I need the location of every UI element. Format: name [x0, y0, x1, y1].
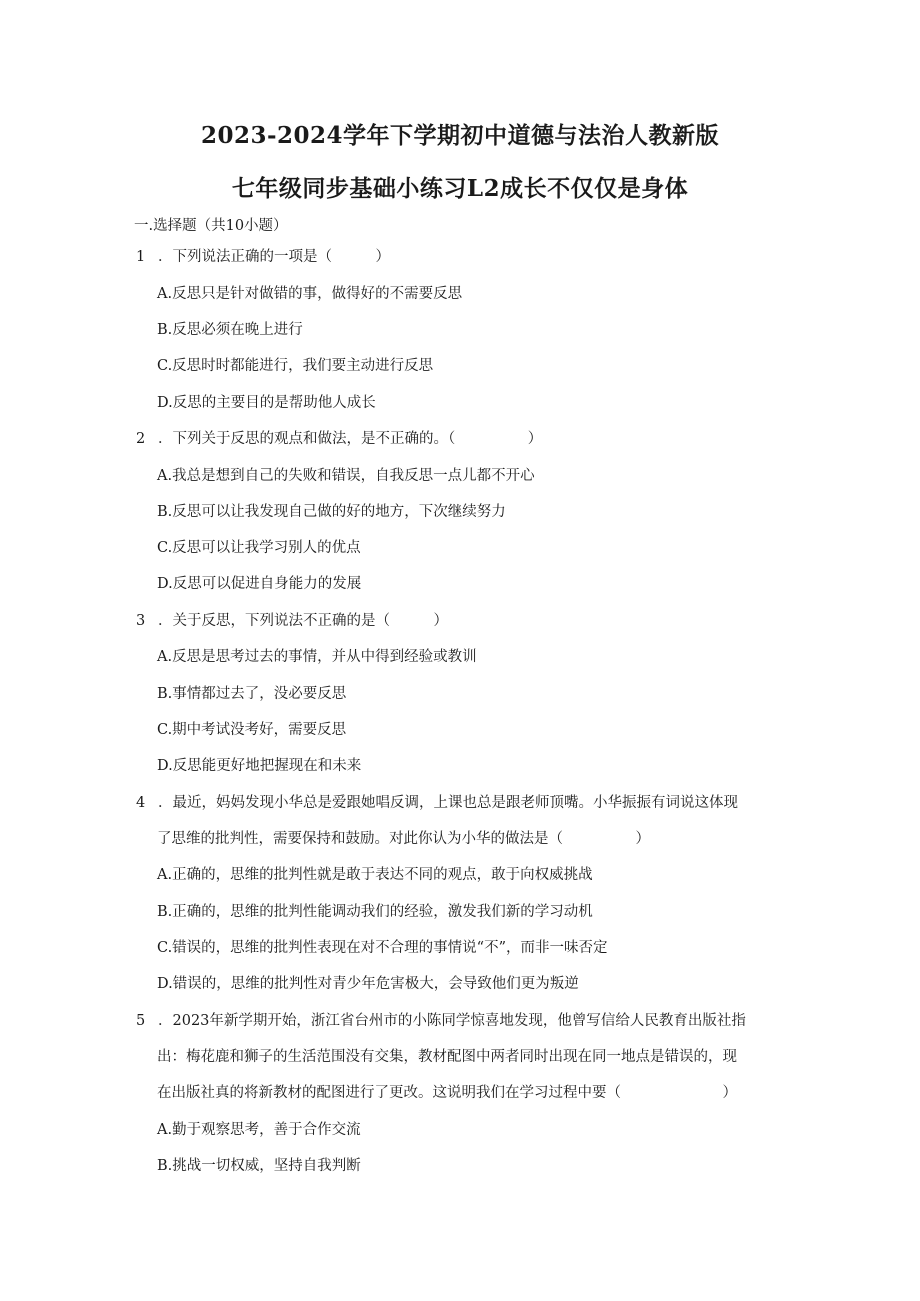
question-2-option-b: B.反思可以让我发现自己做的好的地方，下次继续努力 — [157, 504, 506, 520]
question-4-stem — [136, 793, 738, 813]
question-1-option-c: C.反思时时都能进行，我们要主动进行反思 — [157, 358, 434, 374]
page-title-line-2: 七年级同步基础小练习L2成长不仅仅是身体 — [231, 175, 689, 202]
question-5-stem — [136, 1011, 746, 1031]
question-text: ．下列关于反思的观点和做法，是不正确的。（ ） — [158, 431, 543, 447]
question-1-option-a: A.反思只是针对做错的事，做得好的不需要反思 — [157, 286, 463, 302]
question-5-stem-continued-2: 在出版社真的将新教材的配图进行了更改。这说明我们在学习过程中要（ ） — [157, 1085, 737, 1101]
question-text: ．2023年新学期开始，浙江省台州市的小陈同学惊喜地发现，他曾写信给人民教育出版社指 — [158, 1013, 746, 1029]
question-3-stem — [136, 611, 448, 631]
question-2-option-d: D.反思可以促进自身能力的发展 — [157, 576, 362, 592]
question-5-option-a: A.勤于观察思考，善于合作交流 — [157, 1122, 361, 1138]
question-text: ．关于反思，下列说法不正确的是（ ） — [158, 613, 448, 629]
question-3-option-c: C.期中考试没考好，需要反思 — [157, 722, 347, 738]
question-2-stem — [136, 429, 542, 449]
question-1-stem — [136, 247, 390, 267]
question-3-option-a: A.反思是思考过去的事情，并从中得到经验或教训 — [157, 649, 477, 665]
question-5-option-b: B.挑战一切权威，坚持自我判断 — [157, 1158, 361, 1174]
question-4-option-d: D.错误的，思维的批判性对青少年危害极大，会导致他们更为叛逆 — [157, 976, 579, 992]
question-number: 2 — [136, 431, 146, 447]
question-3-option-d: D.反思能更好地把握现在和未来 — [157, 758, 362, 774]
question-number: 4 — [136, 795, 146, 811]
question-text: ．最近，妈妈发现小华总是爱跟她唱反调，上课也总是跟老师顶嘴。小华振振有词说这体现 — [158, 795, 738, 811]
question-number: 3 — [136, 613, 146, 629]
section-heading: 一.选择题（共10小题） — [134, 218, 288, 234]
question-1-option-d: D.反思的主要目的是帮助他人成长 — [157, 395, 376, 411]
question-4-option-c: C.错误的，思维的批判性表现在对不合理的事情说“不”，而非一味否定 — [157, 940, 608, 956]
question-5-stem-continued-1: 出：梅花鹿和狮子的生活范围没有交集，教材配图中两者同时出现在同一地点是错误的，现 — [157, 1049, 737, 1065]
question-number: 5 — [136, 1013, 146, 1029]
question-2-option-c: C.反思可以让我学习别人的优点 — [157, 540, 361, 556]
question-text: ．下列说法正确的一项是（ ） — [158, 249, 390, 265]
question-1-option-b: B.反思必须在晚上进行 — [157, 322, 303, 338]
question-4-option-b: B.正确的，思维的批判性能调动我们的经验，激发我们新的学习动机 — [157, 904, 593, 920]
question-number: 1 — [136, 249, 146, 265]
question-4-option-a: A.正确的，思维的批判性就是敢于表达不同的观点，敢于向权威挑战 — [157, 867, 593, 883]
question-2-option-a: A.我总是想到自己的失败和错误，自我反思一点儿都不开心 — [157, 468, 535, 484]
question-4-stem-continued: 了思维的批判性，需要保持和鼓励。对此你认为小华的做法是（ ） — [157, 831, 650, 847]
question-3-option-b: B.事情都过去了，没必要反思 — [157, 686, 347, 702]
page-title-line-1: 2023-2024学年下学期初中道德与法治人教新版 — [200, 122, 720, 149]
